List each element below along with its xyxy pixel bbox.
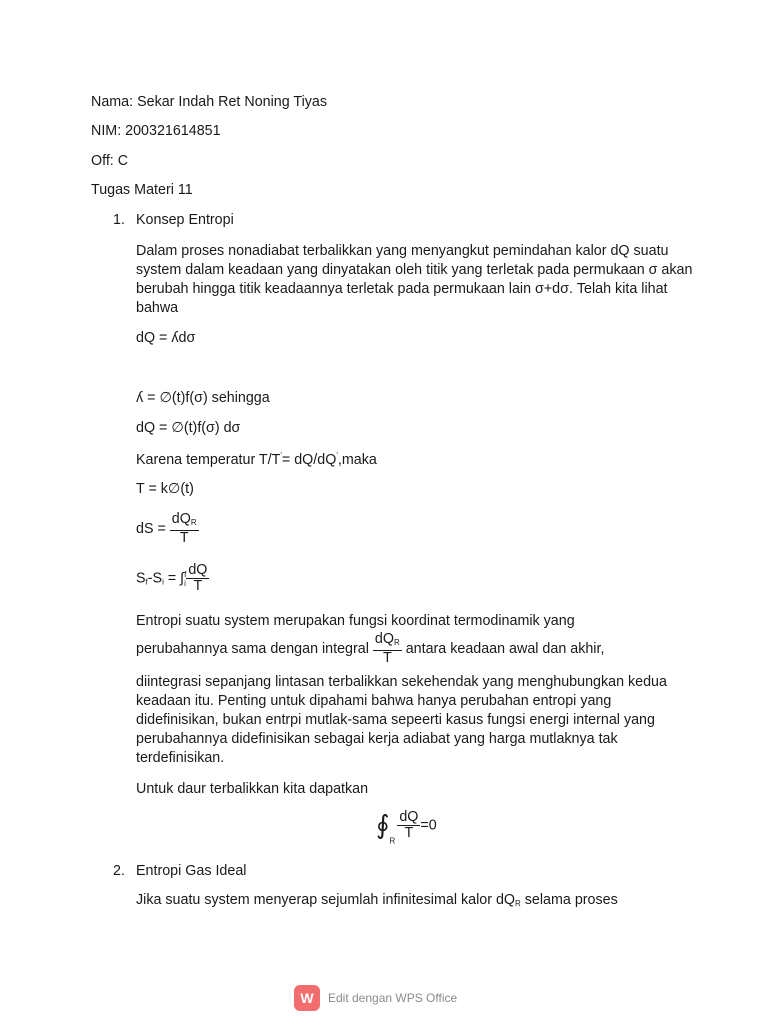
section-1-paragraph-2-line-2: perubahannya sama dengan integral $\frac{dQ_R}{T}$ antara keadaan awal dan akhir,	[136, 631, 605, 666]
wps-edit-label[interactable]: Edit dengan WPS Office	[328, 991, 458, 1005]
section-1-paragraph-2-rest: diintegrasi sepanjang lintasan terbalikkan sekehendak yang menghubungkan kedua keadaan itu. Penting untuk dipahami bahwa hanya perubahan entropi yang didefinisikan, bukan entrpi mutlak-sama sepeerti kasus fungsi energi internal yang perubahannya didefinisikan sebagai kerja adiabat yang harga mutlaknya tak terdefinisikan.	[136, 674, 667, 766]
student-name: Nama: Sekar Indah Ret Noning Tiyas	[91, 94, 328, 110]
section-2-number: 2.	[113, 863, 125, 879]
equation-4: Karena temperatur T/T'= dQ/dQ',maka	[136, 451, 377, 468]
equation-1: dQ = ʎdσ	[136, 330, 196, 346]
section-1-paragraph-2-line-1: Entropi suatu system merupakan fungsi koordinat termodinamik yang	[136, 613, 575, 629]
section-2-paragraph-1: Jika suatu system menyerap sejumlah infinitesimal kalor $dQ_R$ selama proses	[136, 892, 618, 908]
equation-2: ʎ = ∅(t)f(σ) sehingga	[136, 390, 270, 406]
task-title: Tugas Materi 11	[91, 182, 193, 198]
equation-6: dS = $\frac{dQ_R}{T}$	[136, 511, 197, 546]
section-1-paragraph-1: Dalam proses nonadiabat terbalikkan yang menyangkut pemindahan kalor dQ suatu system dalam keadaan yang dinyatakan oleh titik yang terletak pada permukaan σ akan berubah hingga titik keadaannya terletak pada permukaan lain σ+dσ. Telah kita lihat bahwa	[136, 243, 693, 316]
equation-cyclic-integral: $∮_R$ $\frac{dQ}{T}$ =0	[376, 809, 437, 846]
student-nim: NIM: 200321614851	[91, 123, 221, 139]
equation-3: dQ = ∅(t)f(σ) dσ	[136, 420, 241, 436]
fraction-dq-over-t: $\frac{dQ}{T}$	[188, 562, 208, 594]
equation-7: $S_f-S_i$ = ∫ f i $\frac{dQ}{T}$	[136, 562, 208, 594]
section-1-paragraph-3: Untuk daur terbalikkan kita dapatkan	[136, 781, 369, 797]
class-off: Off: C	[91, 153, 129, 169]
fraction-inline-dqr-over-t: $\frac{dQ_R}{T}$	[374, 631, 400, 666]
fraction-cycle-dq-over-t: $\frac{dQ}{T}$	[399, 809, 419, 841]
section-2-title: Entropi Gas Ideal	[136, 863, 247, 879]
section-1-title: Konsep Entropi	[136, 212, 234, 228]
equation-5: T = k∅(t)	[136, 481, 194, 497]
fraction-dqr-over-t: $\frac{dQ_R}{T}$	[171, 511, 197, 546]
section-1-number: 1.	[113, 212, 125, 228]
wps-logo-icon: W	[294, 985, 320, 1011]
wps-edit-badge[interactable]	[294, 985, 457, 1011]
